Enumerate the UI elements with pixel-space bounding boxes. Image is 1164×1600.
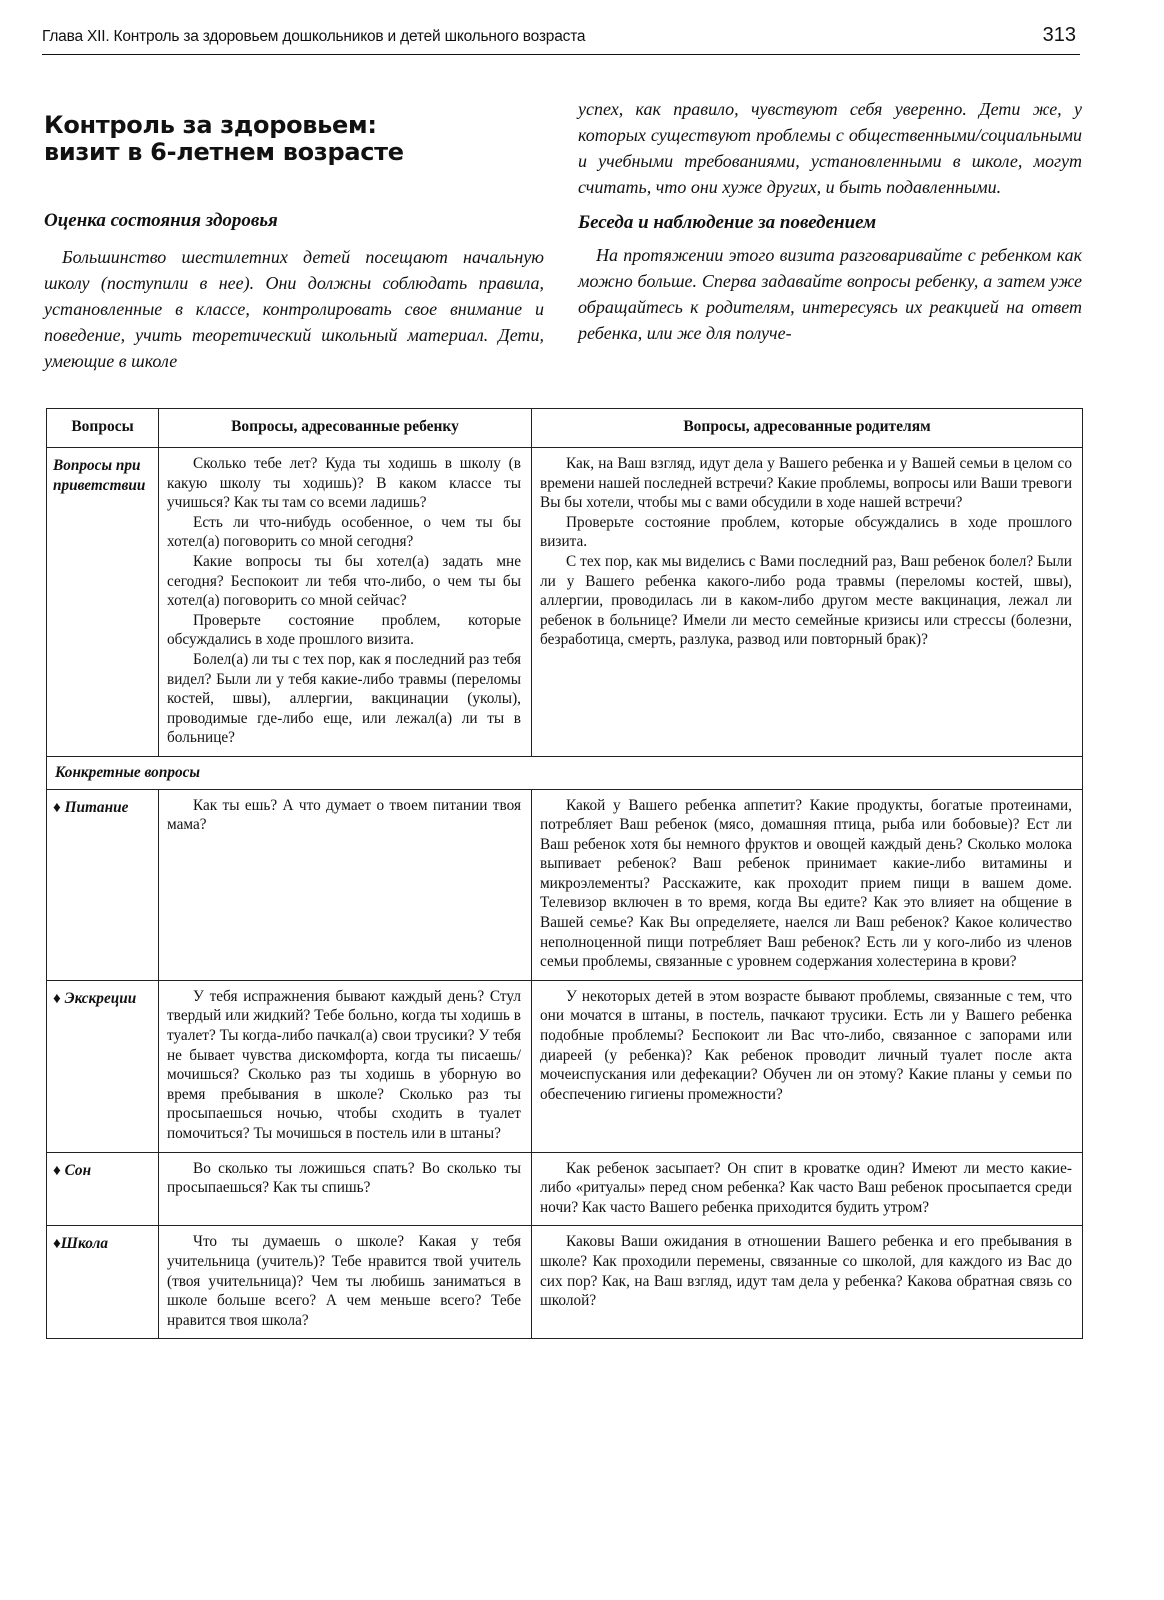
section-title xyxy=(44,112,544,166)
question-text: Болел(а) ли ты с тех пор, как я последний раз тебя видел? Были ли у тебя какие-либо травмы (переломы костей, швы), аллергии, вакцинации (уколы), проводимые где-либо еще, или лежал(а) ли ты в больнице? xyxy=(167,650,521,747)
row-label: ♦ Питание xyxy=(47,789,159,980)
question-text: Какие вопросы ты бы хотел(а) задать мне сегодня? Беспокоит ли тебя что-либо, о чем ты бы хотел(а) поговорить со мной сейчас? xyxy=(167,552,521,610)
question-text: У тебя испражнения бывают каждый день? Стул твердый или жидкий? Тебе больно, когда ты ходишь в туалет? Ты когда-либо пачкал(а) свои трусики? У тебя не бывает чувства дискомфорта, когда ты писаешь/мочишься? Сколько раз ты ходишь в уборную во время пребывания в школе? Сколько раз ты просыпаешься ночью, чтобы сходить в туалет помочиться? Ты мочишься в постель или в штаны? xyxy=(167,987,521,1142)
body-paragraph: успех, как правило, чувствуют себя уверенно. Дети же, у которых существуют проблемы с общественными/социальными и учебными требованиями, установленными в школе, могут считать, что они хуже других, и быть подавленными. xyxy=(578,99,1082,197)
question-text: Как ты ешь? А что думает о твоем питании твоя мама? xyxy=(167,796,521,834)
body-paragraph: На протяжении этого визита разговаривайте с ребенком как можно больше. Сперва задавайте вопросы ребенку, а затем уже обращайтесь к родителям, интересуясь их реакцией на ответ ребенка, или же для получе- xyxy=(578,245,1082,343)
right-column xyxy=(578,96,1082,346)
running-head xyxy=(42,24,1080,55)
section-title-line1: Контроль за здоровьем: xyxy=(44,111,377,139)
child-questions-cell xyxy=(159,1226,532,1339)
question-text: Что ты думаешь о школе? Какая у тебя учительница (учитель)? Тебе нравится твой учитель (твоя учительница)? Чем ты любишь заниматься в школе больше всего? А чем меньше всего? Тебе нравится твоя школа? xyxy=(167,1233,521,1329)
questions-table xyxy=(46,408,1083,1339)
row-label: ♦ Экскреции xyxy=(47,980,159,1152)
column-header: Вопросы xyxy=(47,409,159,448)
question-text: Каковы Ваши ожидания в отношении Вашего ребенка и его пребывания в школе? Как проходили перемены, связанные со школой, для каждого из Вас до сих пор? Как, на Ваш взгляд, идут там дела у ребенка? Какова обратная связь со школой? xyxy=(540,1233,1072,1310)
child-questions-cell xyxy=(159,980,532,1152)
column-header: Вопросы, адресованные ребенку xyxy=(159,409,532,448)
question-text: С тех пор, как мы виделись с Вами последний раз, Ваш ребенок болел? Были ли у Вашего ребенка какого-либо рода травмы (переломы костей, швы), аллергии, проводилась ли в каком-либо другом месте вакцинация, лежал ли ребенок в больнице? Имели ли место семейные кризисы или стрессы (болезни, безработица, смерть, разлука, развод или повторный брак)? xyxy=(540,552,1072,649)
subheading-health-assessment: Оценка состояния здоровья xyxy=(44,210,278,231)
parent-questions-cell xyxy=(532,1152,1083,1226)
question-text: Проверьте состояние проблем, которые обсуждались в ходе прошлого визита. xyxy=(540,513,1072,551)
parent-questions-cell xyxy=(532,789,1083,980)
table-row-nutrition xyxy=(47,789,1083,980)
left-column xyxy=(44,112,544,374)
row-label: Вопросы при приветствии xyxy=(47,448,159,757)
question-text: Во сколько ты ложишься спать? Во сколько ты просыпаешься? Как ты спишь? xyxy=(167,1159,521,1197)
question-text: У некоторых детей в этом возрасте бывают проблемы, связанные с тем, что они мочатся в штаны, в постель, пачкают трусики. Есть ли у Вашего ребенка подобные проблемы? Беспокоит ли Вас что-либо, связанное с запорами или диареей (у ребенка)? Как ребенок проводит личный туалет после акта мочеиспускания или дефекации? Обучен ли он этому? Какие планы у семьи по обеспечению гигиены промежности? xyxy=(540,987,1072,1103)
question-text: Есть ли что-нибудь особенное, о чем ты бы хотел(а) поговорить со мной сегодня? xyxy=(167,513,521,551)
table-row-excretion xyxy=(47,980,1083,1152)
child-questions-cell xyxy=(159,789,532,980)
question-text: Какой у Вашего ребенка аппетит? Какие продукты, богатые протеинами, потребляет Ваш ребенок (мясо, домашняя птица, рыба или бобовые)? Ест ли Ваш ребенок хотя бы немного фруктов и овощей каждый день? Сколько молока выпивает ребенок? Ваш ребенок принимает какие-либо витамины и микроэлементы? Расскажите, как проходит прием пищи в вашем доме. Телевизор включен в то время, когда Вы едите? Как это влияет на общение в Вашей семье? Как Вы определяете, наелся ли Ваш ребенок? Какое количество неполноценной пищи потребляет Ваш ребенок? Есть ли у кого-либо из членов семьи проблемы, связанные с уровнем содержания холестерина в крови? xyxy=(540,796,1072,971)
section-title-line2: визит в 6-летнем возрасте xyxy=(44,138,404,166)
parent-questions-cell xyxy=(532,980,1083,1152)
row-label: ♦ Сон xyxy=(47,1152,159,1226)
child-questions-cell xyxy=(159,448,532,757)
question-text: Сколько тебе лет? Куда ты ходишь в школу (в какую школу ты ходишь)? В каком классе ты учишься? Как ты там со всеми ладишь? xyxy=(167,455,521,512)
body-paragraph: Большинство шестилетних детей посещают начальную школу (поступили в нее). Они должны соблюдать правила, установленные в классе, контролировать свое внимание и поведение, учить теоретический школьный материал. Дети, умеющие в школе xyxy=(44,247,544,371)
table-row-school xyxy=(47,1226,1083,1339)
parent-questions-cell xyxy=(532,1226,1083,1339)
question-text: Проверьте состояние проблем, которые обсуждались в ходе прошлого визита. xyxy=(167,611,521,649)
table-row-greeting xyxy=(47,448,1083,757)
table-row-sleep xyxy=(47,1152,1083,1226)
row-label: ♦Школа xyxy=(47,1226,159,1339)
parent-questions-cell xyxy=(532,448,1083,757)
question-text: Как, на Ваш взгляд, идут дела у Вашего ребенка и у Вашей семьи в целом со времени нашей последней встречи? Какие проблемы, вопросы или Ваши тревоги Вы бы хотели, чтобы мы с вами обсудили в ходе нашей встречи? xyxy=(540,455,1072,512)
page-number: 313 xyxy=(1042,24,1076,46)
child-questions-cell xyxy=(159,1152,532,1226)
chapter-title: Глава XII. Контроль за здоровьем дошкольников и детей школьного возраста xyxy=(42,28,586,45)
question-text: Как ребенок засыпает? Он спит в кроватке один? Имеют ли место какие-либо «ритуалы» перед сном ребенка? Как часто Ваш ребенок просыпается среди ночи? Как часто Вашего ребенка приходится будить утром? xyxy=(540,1159,1072,1216)
specific-questions-heading: Конкретные вопросы xyxy=(47,756,1083,789)
column-header: Вопросы, адресованные родителям xyxy=(532,409,1083,448)
table-header-row xyxy=(47,409,1083,448)
table-row-specific-heading xyxy=(47,756,1083,789)
subheading-conversation: Беседа и наблюдение за поведением xyxy=(578,212,877,233)
